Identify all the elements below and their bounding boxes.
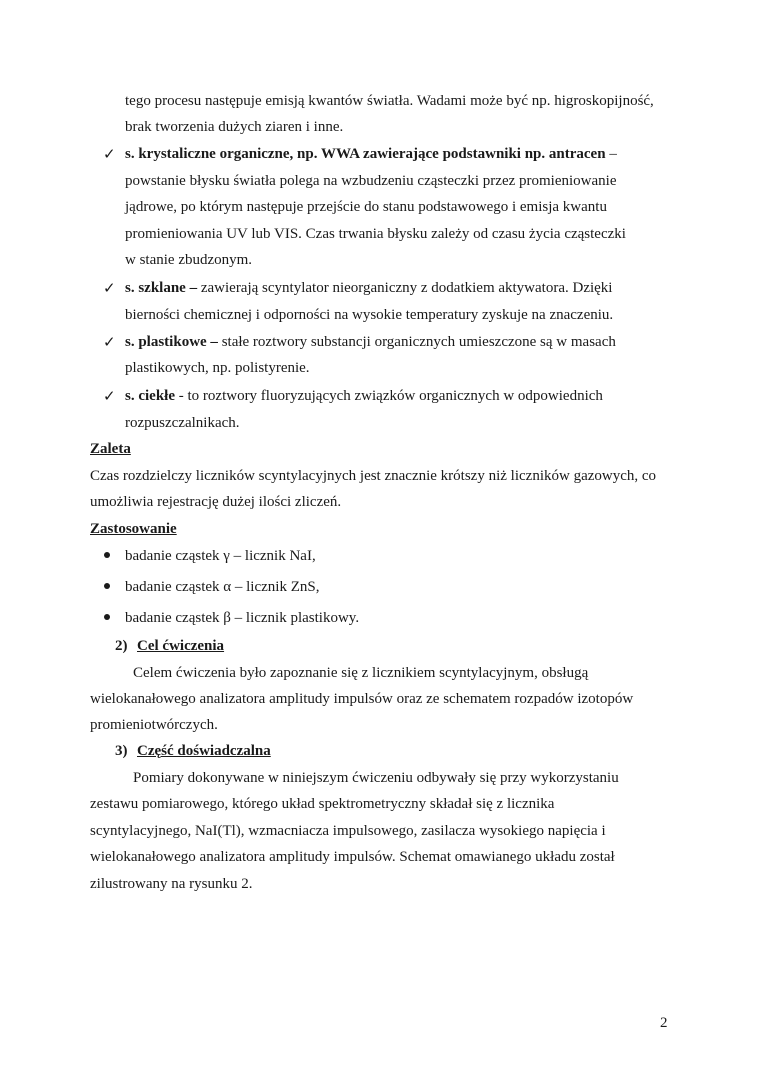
section-heading: Cel ćwiczenia	[137, 638, 225, 654]
checkmark-icon: ✓	[103, 333, 116, 351]
term-plastic: s. plastikowe –	[125, 334, 218, 350]
list-item-plastic	[125, 333, 616, 351]
section-number: 2)	[115, 638, 128, 654]
list-item-line: powstanie błysku światła polega na wzbudzeniu cząsteczki przez promieniowanie	[125, 173, 617, 189]
section-number: 3)	[115, 743, 128, 759]
list-item-glass	[125, 279, 612, 297]
list-item-line: plastikowych, np. polistyrenie.	[125, 360, 310, 376]
section-text: wielokanałowego analizatora amplitudy impulsów oraz ze schematem rozpadów izotopów	[90, 691, 634, 707]
list-item-text: stałe roztwory substancji organicznych umieszczone są w masach	[217, 334, 616, 350]
list-item-text: zawierają scyntylator nieorganiczny z dodatkiem aktywatora. Dzięki	[197, 280, 613, 296]
advantage-text: Czas rozdzielczy liczników scyntylacyjnych jest znacznie krótszy niż liczników gazowych, co	[90, 468, 657, 484]
application-item: badanie cząstek β – licznik plastikowy.	[125, 610, 360, 626]
bullet-icon	[104, 614, 110, 620]
list-item-organic	[125, 145, 617, 163]
list-item-text: - to roztwory fluoryzujących związków organicznych w odpowiednich	[175, 388, 603, 404]
section-text: wielokanałowego analizatora amplitudy impulsów. Schemat omawianego układu został	[90, 849, 615, 865]
term-glass: s. szklane –	[125, 280, 198, 296]
list-item-liquid	[125, 387, 603, 405]
list-item-line: promieniowania UV lub VIS. Czas trwania błysku zależy od czasu życia cząsteczki	[125, 226, 626, 242]
checkmark-icon: ✓	[103, 279, 116, 297]
section-text: zestawu pomiarowego, którego układ spektrometryczny składał się z licznika	[90, 796, 555, 812]
list-continuation-line: tego procesu następuje emisją kwantów światła. Wadami może być np. higroskopijność,	[125, 93, 654, 109]
list-item-text: –	[605, 146, 617, 162]
bullet-icon	[104, 552, 110, 558]
section-text: promieniotwórczych.	[90, 717, 218, 733]
application-item: badanie cząstek γ – licznik NaI,	[125, 548, 316, 564]
checkmark-icon: ✓	[103, 145, 116, 163]
term-organic: s. krystaliczne organiczne, np. WWA zawierające podstawniki np. antracen	[125, 146, 606, 162]
page-number: 2	[660, 1015, 668, 1031]
list-continuation-line: brak tworzenia dużych ziaren i inne.	[125, 119, 344, 135]
application-heading: Zastosowanie	[90, 521, 177, 537]
bullet-icon	[104, 583, 110, 589]
advantage-heading: Zaleta	[90, 441, 131, 457]
list-item-line: w stanie zbudzonym.	[125, 252, 253, 268]
section-text: Celem ćwiczenia było zapoznanie się z licznikiem scyntylacyjnym, obsługą	[133, 665, 589, 681]
list-item-line: jądrowe, po którym następuje przejście do stanu podstawowego i emisja kwantu	[125, 199, 607, 215]
list-item-line: rozpuszczalnikach.	[125, 415, 240, 431]
section-text: scyntylacyjnego, NaI(Tl), wzmacniacza impulsowego, zasilacza wysokiego napięcia i	[90, 823, 606, 839]
section-text: Pomiary dokonywane w niniejszym ćwiczeniu odbywały się przy wykorzystaniu	[133, 770, 619, 786]
application-item: badanie cząstek α – licznik ZnS,	[125, 579, 320, 595]
checkmark-icon: ✓	[103, 387, 116, 405]
section-text: zilustrowany na rysunku 2.	[90, 876, 253, 892]
section-heading: Część doświadczalna	[137, 743, 271, 759]
term-liquid: s. ciekłe	[125, 388, 175, 404]
advantage-text: umożliwia rejestrację dużej ilości zliczeń.	[90, 494, 342, 510]
list-item-line: bierności chemicznej i odporności na wysokie temperatury zyskuje na znaczeniu.	[125, 307, 614, 323]
